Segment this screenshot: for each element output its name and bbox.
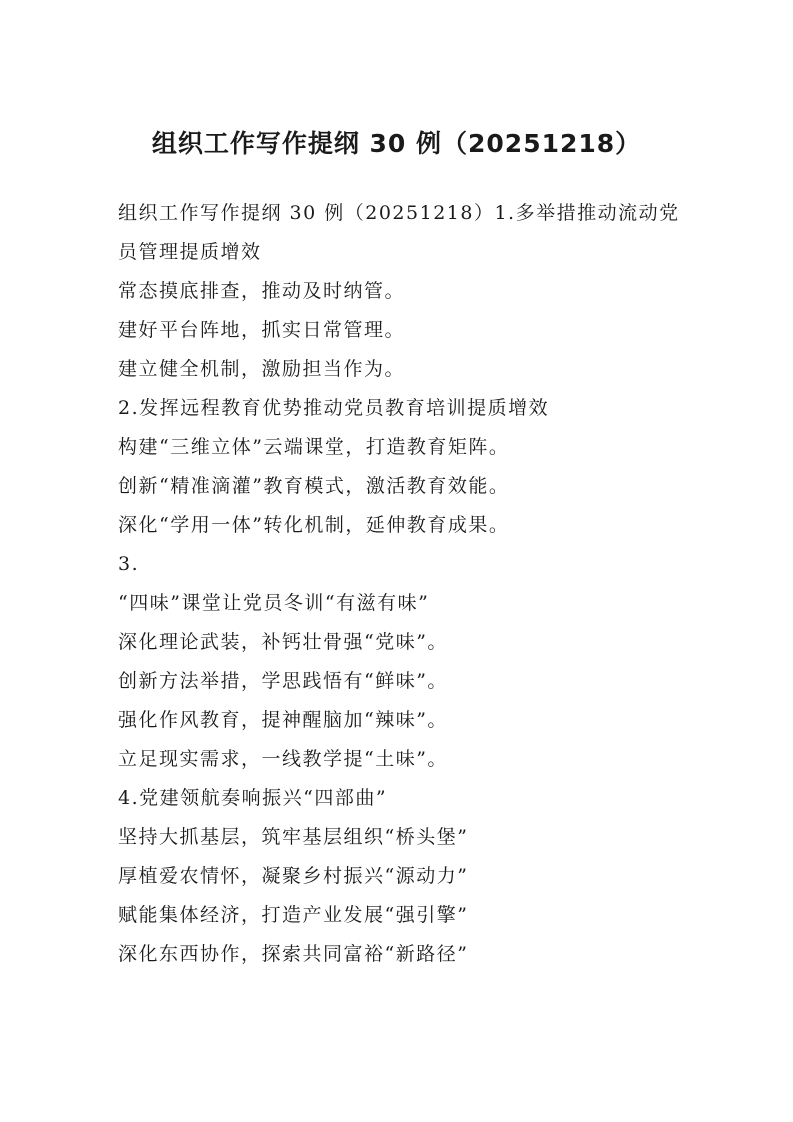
paragraph: 创新方法举措，学思践悟有“鲜味”。 (118, 670, 448, 692)
paragraph: 建好平台阵地，抓实日常管理。 (118, 319, 406, 341)
paragraph: 2.发挥远程教育优势推动党员教育培训提质增效 (118, 397, 550, 419)
paragraph: 坚持大抓基层，筑牢基层组织“桥头堡” (118, 826, 469, 848)
paragraph: 深化“学用一体”转化机制，延伸教育成果。 (118, 514, 510, 536)
paragraph: 3. (118, 553, 140, 575)
paragraph: 立足现实需求，一线教学提“土味”。 (118, 748, 448, 770)
paragraph: 深化东西协作，探索共同富裕“新路径” (118, 943, 469, 965)
paragraph: 强化作风教育，提神醒脑加“辣味”。 (118, 709, 448, 731)
paragraph: 建立健全机制，激励担当作为。 (118, 358, 406, 380)
paragraph: 4.党建领航奏响振兴“四部曲” (118, 787, 388, 809)
paragraph: 常态摸底排查，推动及时纳管。 (118, 280, 406, 302)
paragraph: 赋能集体经济，打造产业发展“强引擎” (118, 904, 469, 926)
paragraph: 创新“精准滴灌”教育模式，激活教育效能。 (118, 475, 510, 497)
paragraph: “四味”课堂让党员冬训“有滋有味” (118, 592, 430, 614)
paragraph: 构建“三维立体”云端课堂，打造教育矩阵。 (118, 436, 510, 458)
paragraph: 厚植爱农情怀，凝聚乡村振兴“源动力” (118, 865, 469, 887)
document-title: 组织工作写作提纲 30 例（20251218） (151, 129, 642, 158)
paragraph: 深化理论武装，补钙壮骨强“党味”。 (118, 631, 448, 653)
paragraph: 组织工作写作提纲 30 例（20251218）1.多举措推动流动党员管理提质增效 (118, 202, 680, 263)
document-body (118, 194, 683, 974)
